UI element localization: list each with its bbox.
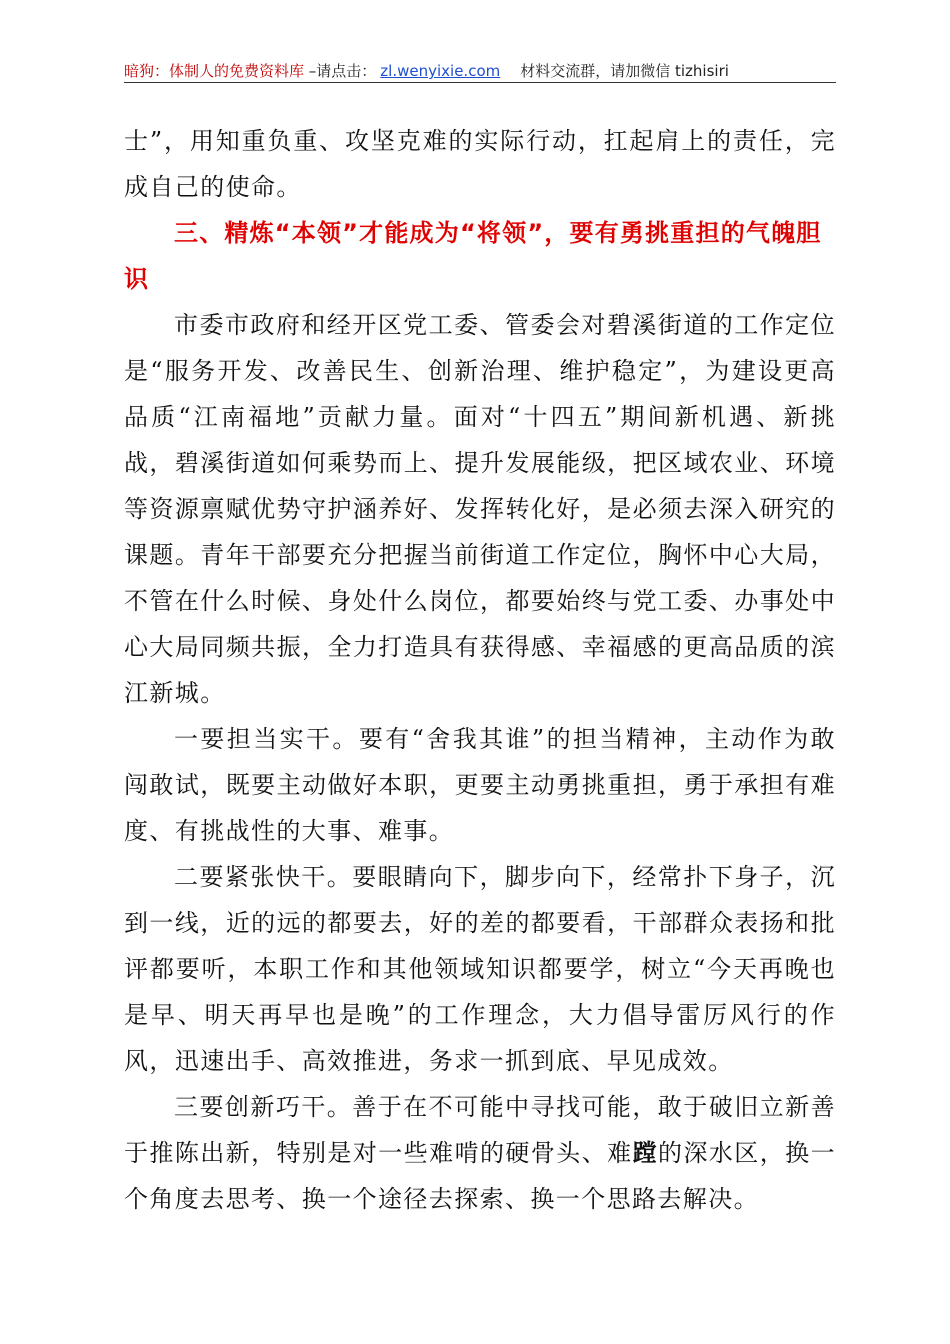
paragraph-point-three-end: 的深水区，换一个角度去思考、换一个途径去探索、换一个思路去解决。 [124, 1139, 836, 1213]
paragraph-point-three-emphasis: 蹚 [632, 1138, 659, 1167]
paragraph-point-three [124, 1084, 836, 1222]
header-brand: 暗狗：体制人的免费资料库 [124, 62, 305, 80]
paragraph-point-two: 二要紧张快干。要眼睛向下，脚步向下，经常扑下身子，沉到一线，近的远的都要去，好的差的都要看，干部群众表扬和批评都要听，本职工作和其他领域知识都要学，树立“今天再晚也是早、明天再早也是晚”的工作理念，大力倡导雷厉风行的作风，迅速出手、高效推进，务求一抓到底、早见成效。 [124, 863, 836, 1075]
header-link[interactable]: zl.wenyixie.com [380, 62, 501, 80]
header-prompt: –请点击： [304, 62, 377, 80]
paragraph-point-one: 一要担当实干。要有“舍我其谁”的担当精神，主动作为敢闯敢试，既要主动做好本职，更要主动勇挑重担，勇于承担有难度、有挑战性的大事、难事。 [124, 725, 836, 845]
paragraph-positioning: 市委市政府和经开区党工委、管委会对碧溪街道的工作定位是“服务开发、改善民生、创新治理、维护稳定”，为建设更高品质“江南福地”贡献力量。面对“十四五”期间新机遇、新挑战，碧溪街道如何乘势而上、提升发展能级，把区域农业、环境等资源禀赋优势守护涵养好、发挥转化好，是必须去深入研究的课题。青年干部要充分把握当前街道工作定位，胸怀中心大局，不管在什么时候、身处什么岗位，都要始终与党工委、办事处中心大局同频共振，全力打造具有获得感、幸福感的更高品质的滨江新城。 [124, 311, 836, 707]
page-header [124, 60, 836, 82]
paragraph-continuation: 士”，用知重负重、攻坚克难的实际行动，扛起肩上的责任，完成自己的使命。 [124, 127, 836, 201]
paragraph-point-three-start: 三要创新巧干。善于在不可能中寻找可能，敢于破旧立新善于推陈出新，特别是对一些难啃的硬骨头、难 [124, 1093, 836, 1167]
header-divider [124, 82, 836, 83]
section-heading: 三、精炼“本领”才能成为“将领”，要有勇挑重担的气魄胆识 [124, 219, 822, 293]
header-note: 材料交流群，请加微信 tizhisiri [520, 62, 729, 80]
document-body [124, 118, 836, 1222]
